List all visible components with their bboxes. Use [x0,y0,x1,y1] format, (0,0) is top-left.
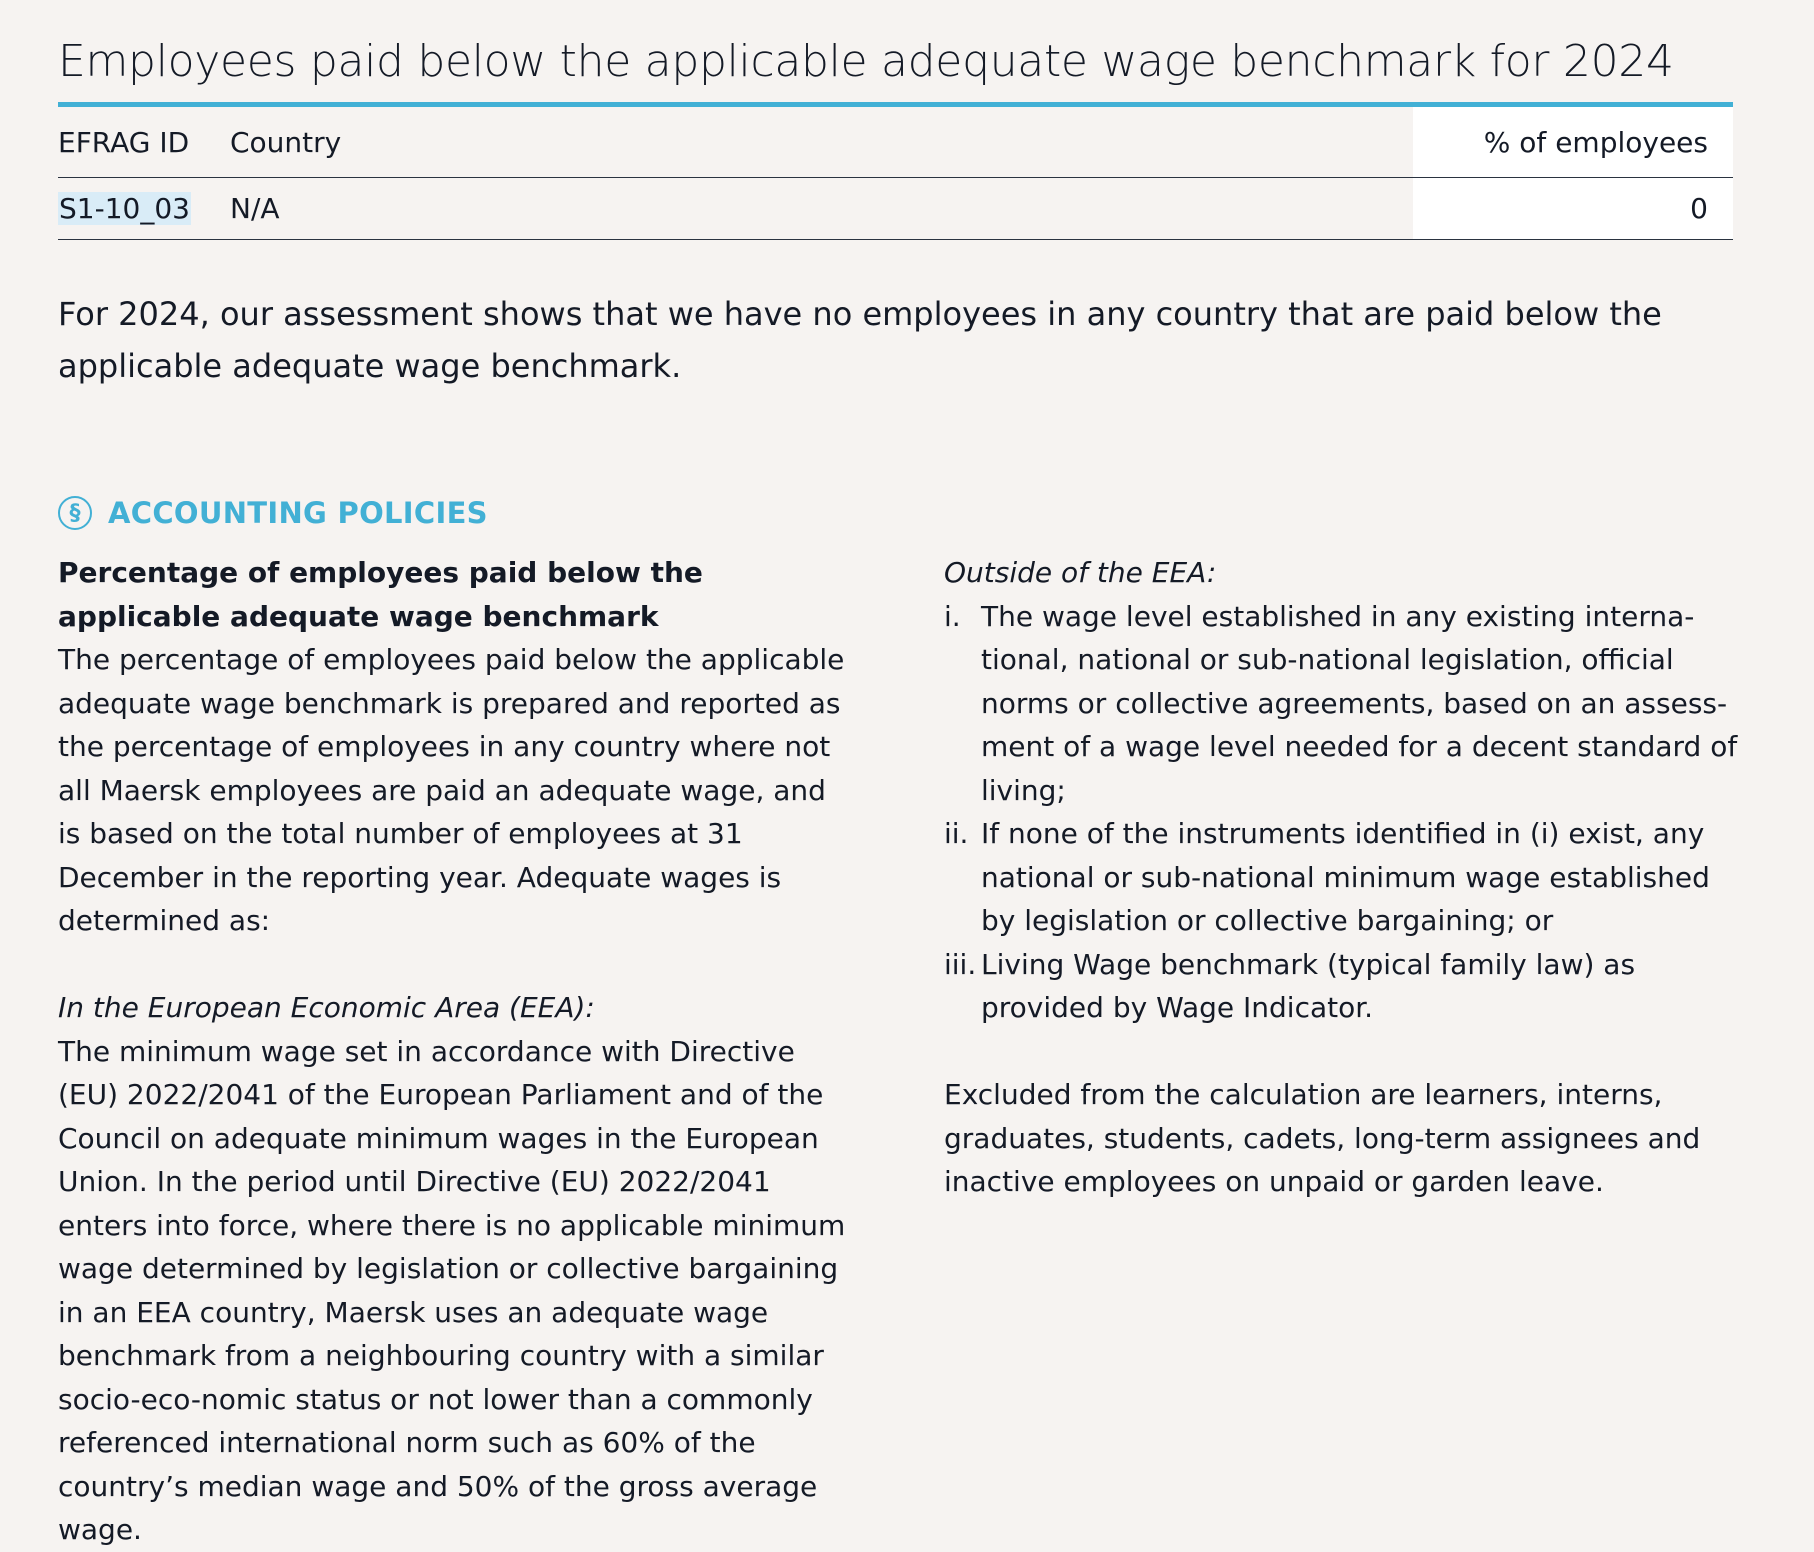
list-number: iii. [944,947,977,981]
outside-eea-label: Outside of the EEA: [944,556,1217,589]
cell-pct-employees [1413,178,1733,239]
list-number: i. [944,599,961,633]
header-country: Country [230,125,342,159]
list-item [944,812,1744,943]
header-efrag-id: EFRAG ID [58,125,190,159]
list-item [944,595,1744,813]
list-text: Living Wage benchmark (typical family law) as provided by Wage Indicator. [981,947,1636,1024]
efrag-id-value: S1-10_03 [59,192,190,225]
list-item [944,943,1744,1030]
list-number: ii. [944,817,969,850]
header-pct-employees [1413,107,1733,177]
policy-paragraph: The percentage of employees paid below the applicable adequate wage benchmark is prepared and reported as the percentage of employees in any country where not all Maersk employees are paid an adequate wage, and is based on the total number of employees at 31 December in the reporting year. Adequate wages is determined as: [58,643,845,937]
policy-subheading: Percentage of employees paid below the applicable adequate wage benchmark [58,556,703,633]
policies-left-column [58,551,848,1552]
header-pct-label: % of employees [1483,125,1708,159]
policies-right-column [944,551,1744,1204]
list-text: The wage level established in any existing interna-tional, national or sub-national legislation, official norms or collective agreements, based on an assess-ment of a wage level needed for a decent standard of living; [981,599,1738,807]
intro-paragraph: For 2024, our assessment shows that we have no employees in any country that are paid below the applicable adequate wage benchmark. [58,295,1662,385]
section-sign-icon: § [58,496,92,530]
accounting-policies-heading [58,496,488,530]
wage-table [58,102,1733,240]
spacer [944,1030,1744,1074]
cell-country: N/A [230,192,280,225]
list-text: If none of the instruments identified in (i) exist, any national or sub-national minimum wage established by legislation or collective bargaining; or [981,817,1710,937]
eea-label: In the European Economic Area (EEA): [58,991,595,1024]
table-header-row [58,107,1733,178]
eea-paragraph: The minimum wage set in accordance with Directive (EU) 2022/2041 of the European Parliament and of the Council on adequate minimum wages in the European Union. In the period until Directive (EU) 2022/2041 enters into force, where there is no applicable minimum wage determined by legislation or collective bargaining in an EEA country, Maersk uses an adequate wage benchmark from a neighbouring country with a similar socio-eco-nomic status or not lower than a commonly referenced international norm such as 60% of the country’s median wage and 50% of the gross average wage. [58,1034,846,1546]
accounting-policies-title: ACCOUNTING POLICIES [108,496,488,530]
page-title: Employees paid below the applicable adequate wage benchmark for 2024 [58,36,1674,87]
table-row [58,178,1733,240]
excluded-paragraph: Excluded from the calculation are learners, interns, graduates, students, cadets, long-term assignees and inactive employees on unpaid or garden leave. [944,1078,1701,1198]
cell-efrag-id [58,192,230,225]
spacer [58,943,848,987]
pct-value: 0 [1690,192,1708,225]
